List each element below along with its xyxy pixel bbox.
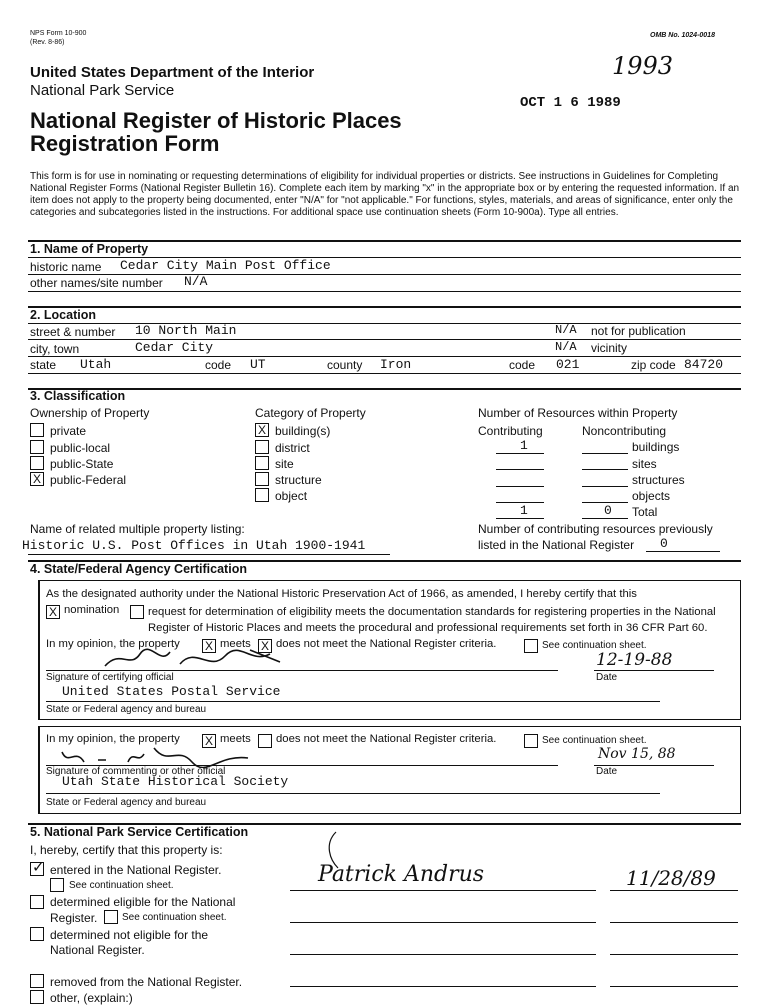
service-name: National Park Service — [30, 82, 175, 99]
section-2-title: 2. Location — [30, 308, 96, 322]
certifying-agency-value[interactable]: United States Postal Service — [62, 684, 281, 699]
omb-number: OMB No. 1024-0018 — [650, 32, 715, 39]
category-object-checkbox[interactable] — [255, 488, 269, 502]
state-label: state — [30, 358, 57, 372]
entered-continuation-label: See continuation sheet. — [69, 880, 174, 891]
category-site-label: site — [275, 457, 294, 471]
resource-buildings-label: buildings — [632, 440, 680, 454]
eligible-continuation-label: See continuation sheet. — [122, 912, 227, 923]
other-checkbox[interactable] — [30, 990, 44, 1004]
department-name: United States Department of the Interior — [30, 64, 315, 81]
removed-label: removed from the National Register. — [50, 975, 243, 989]
ownership-public-local-label: public-local — [50, 441, 111, 455]
received-date-stamp: OCT 1 6 1989 — [520, 95, 621, 111]
ownership-private-checkbox[interactable] — [30, 423, 44, 437]
street-value[interactable]: 10 North Main — [135, 323, 237, 338]
stamp-year: 1993 — [612, 52, 674, 80]
section-1-title: 1. Name of Property — [30, 242, 149, 256]
commenting-official-label: Signature of commenting or other official — [46, 766, 226, 777]
opinion-2-continuation-checkbox[interactable] — [524, 734, 538, 748]
determination-request-checkbox[interactable] — [130, 605, 144, 619]
eligible-continuation-checkbox[interactable] — [104, 910, 118, 924]
certification-para-line-1: As the designated authority under the National Historic Preservation Act of 1966, as amended, I hereby certify that this — [46, 588, 637, 600]
contributing-buildings[interactable]: 1 — [520, 438, 528, 453]
opinion-2-does-not-meet-label: does not meet the National Register criteria. — [276, 733, 497, 745]
determined-not-eligible-label-2: National Register. — [50, 943, 145, 957]
determined-eligible-checkbox[interactable] — [30, 895, 44, 909]
opinion-1-continuation-label: See continuation sheet. — [542, 640, 647, 651]
vicinity-label: vicinity — [591, 341, 628, 355]
city-value[interactable]: Cedar City — [135, 340, 214, 355]
not-for-publication-label: not for publication — [591, 324, 686, 338]
removed-checkbox[interactable] — [30, 974, 44, 988]
entered-checkbox[interactable] — [30, 862, 44, 876]
keeper-signature: Patrick Andrus — [318, 862, 485, 887]
section-4-title: 4. State/Federal Agency Certification — [30, 562, 247, 576]
form-number: NPS Form 10-900 — [30, 30, 87, 37]
opinion-1-does-not-meet-label: does not meet the National Register criteria. — [276, 638, 497, 650]
contributing-label: Contributing — [478, 424, 543, 438]
resource-objects-label: objects — [632, 489, 671, 503]
category-object-label: object — [275, 489, 308, 503]
multiple-listing-value[interactable]: Historic U.S. Post Offices in Utah 1900-1941 — [22, 538, 366, 553]
contributing-total[interactable]: 1 — [520, 503, 528, 518]
category-structure-label: structure — [275, 473, 322, 487]
resource-structures-label: structures — [632, 473, 685, 487]
category-site-checkbox[interactable] — [255, 456, 269, 470]
historic-name-label: historic name — [30, 260, 102, 274]
state-code-label: code — [205, 358, 232, 372]
previously-listed-value[interactable]: 0 — [660, 536, 668, 551]
other-names-value[interactable]: N/A — [184, 274, 208, 289]
street-label: street & number — [30, 325, 116, 339]
opinion-1-continuation-checkbox[interactable] — [524, 639, 538, 653]
state-value[interactable]: Utah — [80, 357, 112, 372]
ownership-private-label: private — [50, 424, 87, 438]
vicinity-value[interactable]: N/A — [555, 340, 577, 354]
form-revision: (Rev. 8-86) — [30, 39, 65, 46]
category-district-checkbox[interactable] — [255, 440, 269, 454]
determined-eligible-label-1: determined eligible for the National — [50, 895, 236, 909]
category-district-label: district — [275, 441, 310, 455]
nomination-label: nomination — [64, 604, 120, 616]
keeper-date: 11/28/89 — [626, 866, 716, 890]
ownership-public-federal-checkbox[interactable] — [30, 472, 44, 486]
certifying-official-date: 12-19-88 — [596, 650, 673, 670]
opinion-2-label: In my opinion, the property — [46, 733, 180, 745]
commenting-agency-label: State or Federal agency and bureau — [46, 797, 207, 808]
determined-not-eligible-label-1: determined not eligible for the — [50, 928, 209, 942]
resources-title: Number of Resources within Property — [478, 406, 678, 420]
resource-sites-label: sites — [632, 457, 657, 471]
commenting-official-date: Nov 15, 88 — [598, 746, 676, 762]
county-value[interactable]: Iron — [380, 357, 412, 372]
certification-para-line-2: request for determination of eligibility meets the documentation standards for registering properties in the National Register of Historic Places and meets the procedural and professional requirements set forth in 36 CFR Part 60. — [148, 606, 716, 634]
ownership-public-state-checkbox[interactable] — [30, 456, 44, 470]
previously-listed-label-2: listed in the National Register — [478, 538, 635, 552]
category-structure-checkbox[interactable] — [255, 472, 269, 486]
section-3-title: 3. Classification — [30, 389, 126, 403]
certifying-official-label: Signature of certifying official — [46, 672, 174, 683]
county-code-label: code — [509, 358, 536, 372]
county-code-value[interactable]: 021 — [556, 357, 580, 372]
resource-total-label: Total — [632, 505, 658, 519]
zip-label: zip code — [631, 358, 676, 372]
category-building-label: building(s) — [275, 424, 331, 438]
entered-continuation-checkbox[interactable] — [50, 878, 64, 892]
ownership-public-federal-label: public-Federal — [50, 473, 127, 487]
ownership-public-state-label: public-State — [50, 457, 114, 471]
section-5-title: 5. National Park Service Certification — [30, 825, 249, 839]
form-instructions: This form is for use in nominating or requesting determinations of eligibility for individual properties or districts. See instructions in Guidelines for Completing National Register Forms (National Register Bulletin 16). Complete each item by marking "x" in the appropriate box or by entering the requested information. If an item does not apply to the property being documented, enter "N/A" for "not applicable." For functions, styles, materials, and areas of significance, enter only the categories and subcategories listed in the instructions. For additional space use continuation sheets (Form 10-900a). Type all entries. — [30, 171, 740, 218]
noncontributing-total[interactable]: 0 — [604, 503, 612, 518]
noncontributing-label: Noncontributing — [582, 424, 667, 438]
commenting-agency-value[interactable]: Utah State Historical Society — [62, 774, 289, 789]
state-code-value[interactable]: UT — [250, 357, 266, 372]
opinion-1-label: In my opinion, the property — [46, 638, 180, 650]
commenting-date-label: Date — [596, 766, 618, 777]
nomination-checkbox[interactable] — [46, 605, 60, 619]
opinion-1-meets-label: meets — [220, 638, 251, 650]
not-for-publication-value[interactable]: N/A — [555, 323, 577, 337]
form-title-line-1: National Register of Historic Places — [30, 108, 402, 133]
opinion-2-meets-label: meets — [220, 733, 251, 745]
certifying-date-label: Date — [596, 672, 618, 683]
determined-not-eligible-checkbox[interactable] — [30, 927, 44, 941]
determined-eligible-label-2: Register. — [50, 911, 98, 925]
ownership-public-local-checkbox[interactable] — [30, 440, 44, 454]
opinion-2-continuation-label: See continuation sheet. — [542, 735, 647, 746]
ownership-title: Ownership of Property — [30, 406, 150, 420]
nps-certify-intro: I, hereby, certify that this property is: — [30, 843, 223, 857]
category-title: Category of Property — [255, 406, 366, 420]
form-title-line-2: Registration Form — [30, 131, 220, 156]
zip-value[interactable]: 84720 — [684, 357, 724, 372]
previously-listed-label-1: Number of contributing resources previously — [478, 522, 713, 536]
other-label: other, (explain:) — [50, 991, 133, 1005]
county-label: county — [327, 358, 363, 372]
historic-name-value[interactable]: Cedar City Main Post Office — [120, 258, 331, 273]
entered-label: entered in the National Register. — [50, 863, 222, 877]
city-label: city, town — [30, 342, 80, 356]
multiple-listing-label: Name of related multiple property listing: — [30, 522, 245, 536]
certifying-agency-label: State or Federal agency and bureau — [46, 704, 207, 715]
other-names-label: other names/site number — [30, 276, 163, 290]
category-building-checkbox[interactable] — [255, 423, 269, 437]
